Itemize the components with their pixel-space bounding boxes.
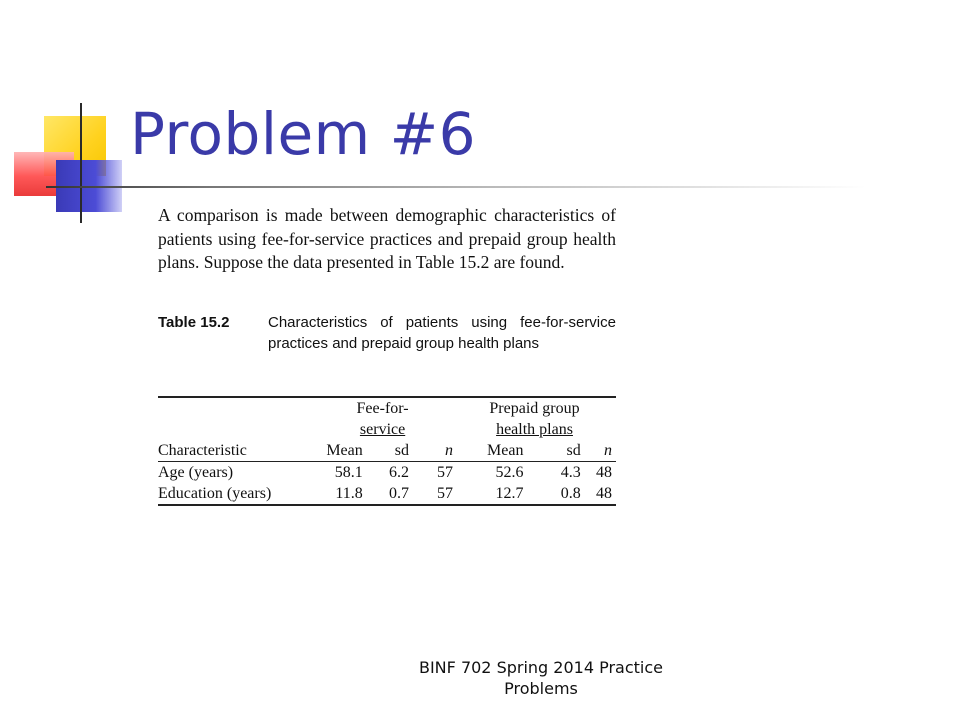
table-row [158, 483, 616, 505]
group-subheader-prepaid: health plans [496, 420, 573, 438]
group-header-prepaid: Prepaid group [489, 399, 580, 417]
column-header: n [445, 441, 454, 459]
column-header: sd [566, 441, 581, 459]
column-header-row [158, 440, 616, 462]
slide-footer: BINF 702 Spring 2014 Practice Problems [418, 658, 663, 698]
table-row [158, 462, 616, 484]
column-header: Characteristic [158, 441, 247, 459]
table-cell: Education (years) [158, 484, 272, 502]
table-cell: 4.3 [560, 463, 581, 481]
table-cell: 57 [437, 484, 454, 502]
table-cell: 48 [596, 484, 612, 502]
group-header-row-2 [158, 419, 616, 440]
table-cell: 48 [596, 463, 612, 481]
table-cell: 12.7 [495, 484, 524, 502]
table-cell: 0.8 [560, 484, 581, 502]
slide-title: Problem #6 [130, 100, 477, 168]
data-table [158, 396, 616, 506]
problem-text: A comparison is made between demographic characteristics of patients using fee-for-service practices and prepaid group health plans. Suppose the data presented in Table 15.2 are found. [158, 205, 616, 272]
table-label: Table 15.2 [158, 314, 230, 331]
column-header: Mean [487, 441, 524, 459]
group-header-fee: Fee-for- [356, 399, 409, 417]
column-header: Mean [326, 441, 363, 459]
table-cell: 58.1 [334, 463, 363, 481]
title-underline [46, 186, 866, 188]
table-caption-text: Characteristics of patients using fee-for-service practices and prepaid group health plans [268, 314, 616, 352]
table-cell: 52.6 [495, 463, 524, 481]
decorative-vertical-line [80, 103, 82, 223]
column-header: n [604, 441, 612, 459]
table-cell: 11.8 [335, 484, 363, 502]
table-cell: 6.2 [389, 463, 409, 481]
group-subheader-fee: service [359, 420, 406, 438]
column-header: sd [394, 441, 409, 459]
group-header-row-1 [158, 397, 616, 419]
table-cell: Age (years) [158, 463, 234, 481]
table-cell: 0.7 [389, 484, 409, 502]
table-cell: 57 [437, 463, 454, 481]
